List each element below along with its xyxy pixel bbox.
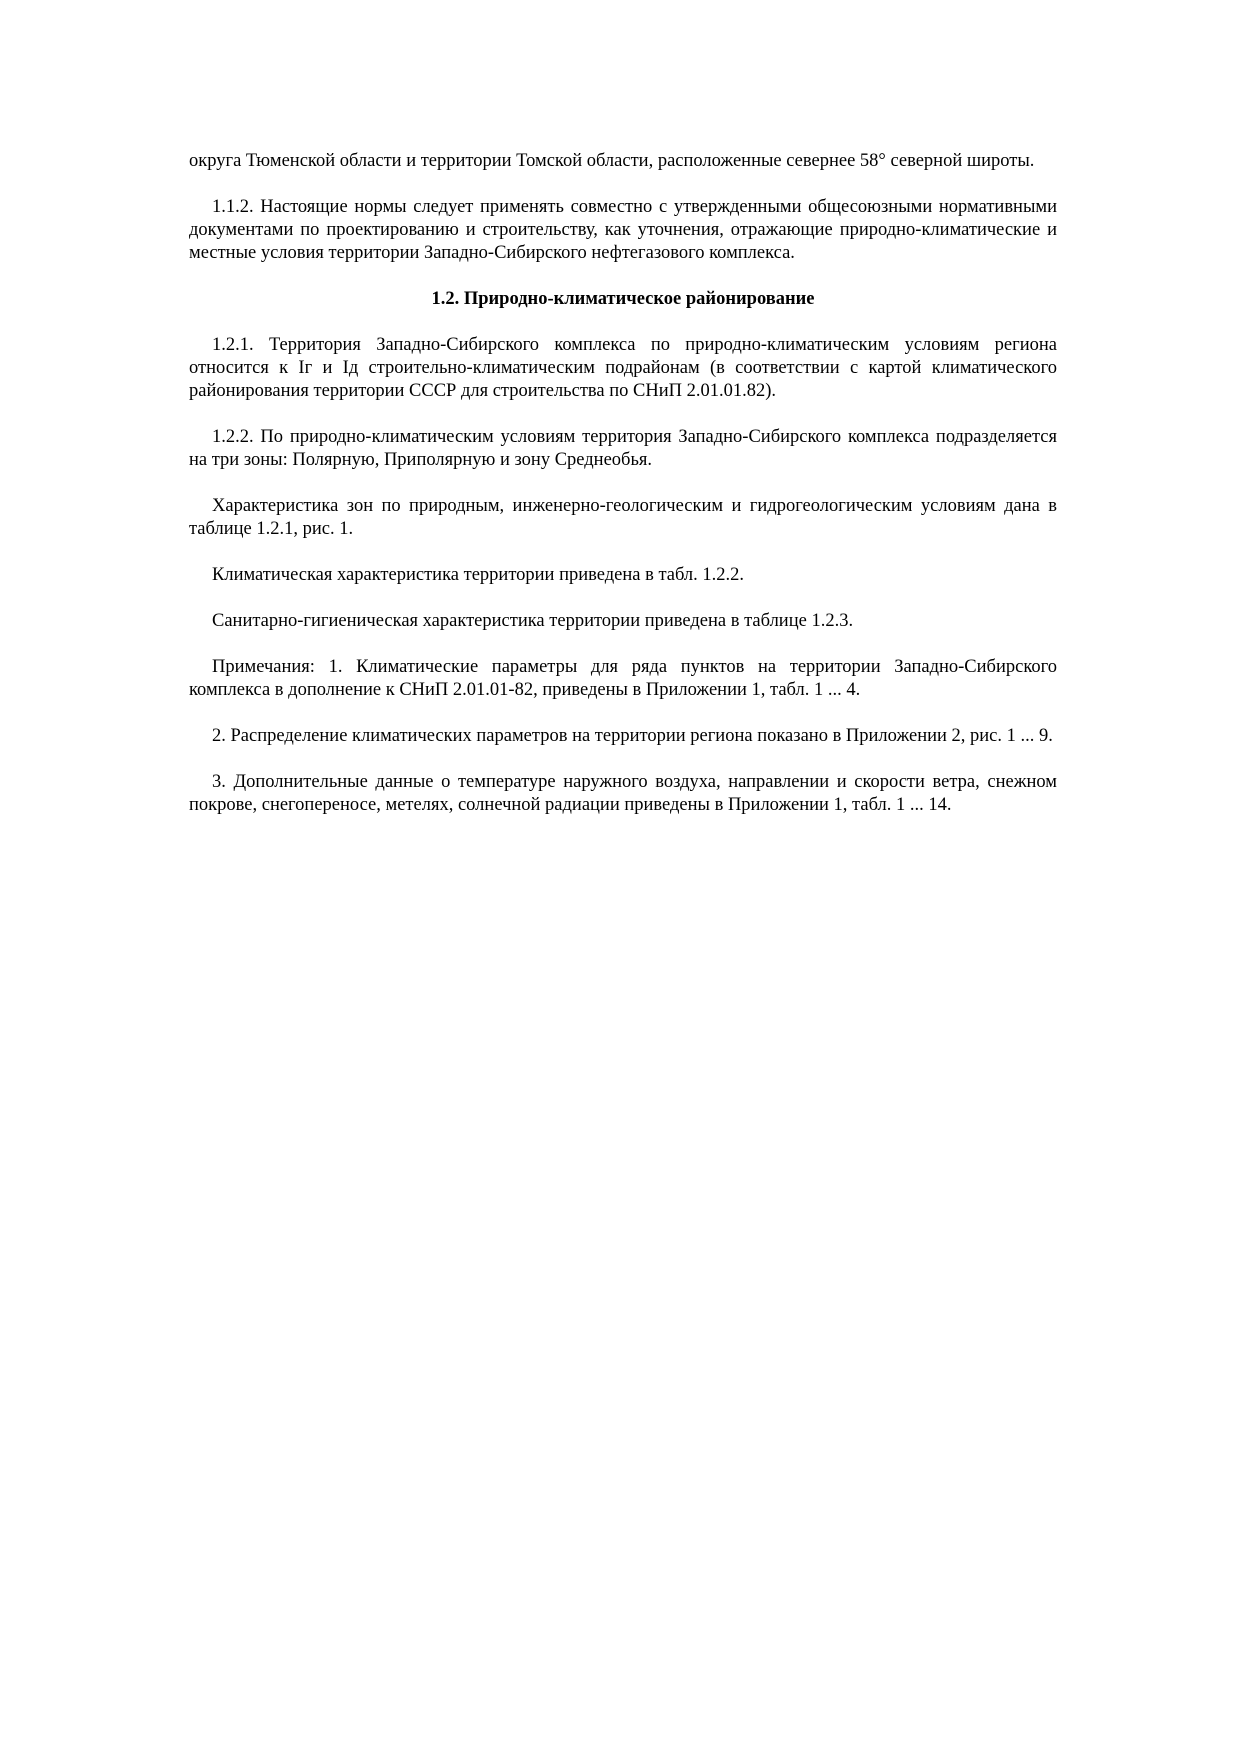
paragraph-1-2-2: 1.2.2. По природно-климатическим условиям территория Западно-Сибирского комплекса подразделяется на три зоны: Полярную, Приполярную и зону Среднеобья.: [189, 427, 1057, 470]
paragraph-1-1-2: 1.1.2. Настоящие нормы следует применять совместно с утвержденными общесоюзными нормативными документами по проектированию и строительству, как уточнения, отражающие природно-климатические и местные условия территории Западно-Сибирского нефтегазового комплекса.: [189, 197, 1057, 263]
paragraph-1-2-1: 1.2.1. Территория Западно-Сибирского комплекса по природно-климатическим условиям региона относится к Iг и Iд строительно-климатическим подрайонам (в соответствии с картой климатического районирования территории СССР для строительства по СНиП 2.01.01.82).: [189, 335, 1057, 401]
paragraph-sanitary-characteristics: Санитарно-гигиеническая характеристика территории приведена в таблице 1.2.3.: [212, 611, 854, 631]
note-3: 3. Дополнительные данные о температуре наружного воздуха, направлении и скорости ветра, снежном покрове, снегопереносе, метелях, солнечной радиации приведены в Приложении 1, табл. 1 ... 14.: [189, 772, 1057, 815]
paragraph-continuation: округа Тюменской области и территории Томской области, расположенные севернее 58° северной широты.: [189, 151, 1035, 171]
note-1: Примечания: 1. Климатические параметры для ряда пунктов на территории Западно-Сибирского комплекса в дополнение к СНиП 2.01.01-82, приведены в Приложении 1, табл. 1 ... 4.: [189, 657, 1057, 700]
document-page: [189, 150, 1057, 840]
paragraph-climate-characteristics: Климатическая характеристика территории приведена в табл. 1.2.2.: [212, 565, 745, 585]
paragraph-zone-characteristics: Характеристика зон по природным, инженерно-геологическим и гидрогеологическим условиям дана в таблице 1.2.1, рис. 1.: [189, 496, 1057, 539]
section-heading-1-2: 1.2. Природно-климатическое районирование: [431, 289, 815, 309]
note-2: 2. Распределение климатических параметров на территории региона показано в Приложении 2, рис. 1 ... 9.: [212, 726, 1053, 746]
